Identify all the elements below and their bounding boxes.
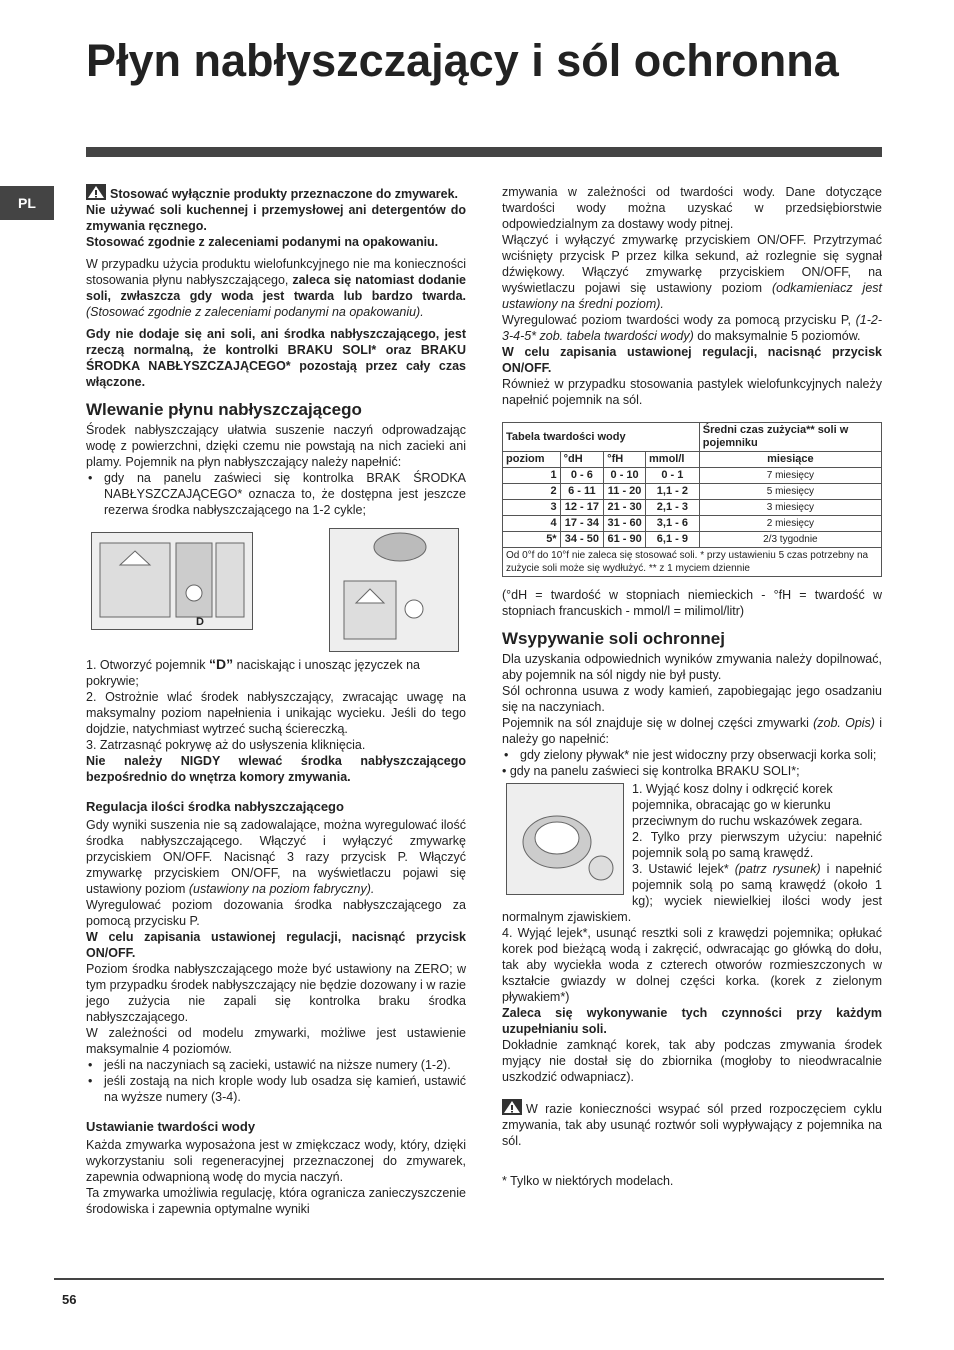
step-1 — [86, 656, 466, 689]
hardness-continued: zmywania w zależności od twardości wody. Dane dotyczące twardości wody można uzyskać w przedsiębiorstwie odpowiedzialnym za dostawy wody pitnej. — [502, 185, 882, 231]
step-3-italic: (patrz rysunek) — [734, 862, 821, 876]
salt-warning-text: W razie konieczności wsypać sól przed rozpoczęciem cyklu zmywania, tak aby usunąć roztwór soli wypływający z pojemnika na sól. — [502, 1102, 882, 1148]
adjust-text: Wyregulować poziom twardości wody za pomocą przycisku P, — [502, 313, 852, 327]
salt-recommendation: Zaleca się wykonywanie tych czynności przy każdym uzupełnianiu soli. — [502, 1006, 882, 1036]
table-row — [503, 484, 882, 500]
salt-step-2: 2. Tylko przy pierwszym użyciu: napełnić pojemnik solą po samą krawędź. — [632, 830, 882, 860]
multifunction-paragraph — [86, 256, 466, 320]
heading-salt: Wsypywanie soli ochronnej — [502, 629, 725, 648]
multi-bold: zaleca się natomiast dodanie soli, zwłaszcza gdy woda jest twarda lub bardzo twarda. — [86, 273, 466, 303]
warning-line-3: Stosować zgodnie z zaleceniami podanymi na opakowaniu. — [86, 235, 439, 249]
table-note: Od 0°f do 10°f nie zaleca się stosować soli. * przy ustawieniu 5 czas potrzebny na zużycie soli może się wydłużyć. ** z 1 myciem dziennie — [503, 548, 882, 577]
table-cell: 0 - 10 — [604, 468, 646, 484]
table-row — [503, 468, 882, 484]
footnote: * Tylko w niektórych modelach. — [502, 1174, 674, 1188]
hardness-adjust — [502, 312, 882, 344]
units-note: (°dH = twardość w stopniach niemieckich - °fH = twardość w stopniach francuskich - mmol/l = milimol/litr) — [502, 588, 882, 618]
step-3-rest: i napełnić pojemnik solą po samą krawędź (około 1 kg); wyciek niewielkiej ilości wody jest normalnym zjawiskiem. — [502, 862, 882, 924]
multi-text: W przypadku użycia produktu wielofunkcyjnego nie ma konieczności stosowania płynu nabłyszczającego, — [86, 257, 466, 287]
hardness-procedure — [502, 232, 882, 312]
table-cell: 3,1 - 6 — [646, 516, 700, 532]
warning-icon — [86, 184, 106, 200]
salt-3-rest: i należy go napełnić: — [502, 716, 882, 746]
col-header: poziom — [503, 452, 561, 468]
step-2: 2. Ostrożnie wlać środek nabłyszczający, zwracając uwagę na maksymalny poziom napełnienia i unikając wycieku. Jeśli do tego dojdzie, natychmiast wytrzeć suchą ściereczką. — [86, 690, 466, 736]
salt-step-1: 1. Wyjąć kosz dolny i odkręcić korek pojemnika, obracając go w kierunku przeciwnym do ruchu wskazówek zegara. — [632, 782, 863, 828]
save-setting-note: W celu zapisania ustawionej regulacji, nacisnąć przycisk ON/OFF. — [502, 345, 882, 375]
table-cell: 5* — [503, 532, 561, 548]
salt-3-italic: (zob. Opis) — [813, 716, 875, 730]
salt-steps — [502, 781, 882, 925]
warning-intro — [86, 184, 466, 202]
table-cell: 2 miesięcy — [699, 516, 881, 532]
step-3-text: 3. Ustawić lejek* — [632, 862, 729, 876]
dispenser-figure — [91, 532, 253, 630]
table-cell: 5 miesięcy — [699, 484, 881, 500]
pouring-drawing — [330, 529, 458, 651]
reg-1-italic: (ustawiony na poziom fabryczny). — [188, 882, 375, 896]
table-cell: 21 - 30 — [604, 500, 646, 516]
page-title: Płyn nabłyszczający i sól ochronna — [86, 35, 839, 86]
right-column — [502, 184, 882, 1189]
salt-funnel-figure — [506, 783, 624, 895]
table-cell: 4 — [503, 516, 561, 532]
dispenser-drawing — [92, 533, 252, 629]
salt-funnel-drawing — [507, 784, 623, 894]
procedure-text: Włączyć i wyłączyć zmywarkę przyciskiem ON/OFF. Przytrzymać wciśnięty przycisk P przez kilka sekund, aż rozlegnie się sygnał dźwiękowy. Włączyć zmywarkę przyciskiem ON/OFF, na wyświetlaczu pojawi się ustawiony poziom — [502, 233, 882, 295]
table-cell: 7 miesięcy — [699, 468, 881, 484]
adjust-italic: (1-2-3-4-5* zob. tabela twardości wody) — [502, 313, 882, 343]
no-salt-note: Gdy nie dodaje się ani soli, ani środka nabłyszczającego, jest rzeczą normalną, że kontrolki BRAKU SOLI* oraz BRAKU ŚRODKA NABŁYSZCZAJĄCEGO* pozostają przez cały czas włączone. — [86, 327, 466, 389]
table-cell: 17 - 34 — [560, 516, 604, 532]
salt-paragraph-2: Sól ochronna usuwa z wody kamień, zapobiegając jego osadzaniu się na naczyniach. — [502, 684, 882, 714]
footer-rule — [54, 1278, 884, 1280]
salt-paragraph-3 — [502, 715, 882, 747]
table-row — [503, 532, 882, 548]
table-cell: 6,1 - 9 — [646, 532, 700, 548]
col-header: mmol/l — [646, 452, 700, 468]
table-cell: 34 - 50 — [560, 532, 604, 548]
table-cell: 2/3 tygodnie — [699, 532, 881, 548]
reg-paragraph-5: W zależności od modelu zmywarki, możliwe jest ustawienie maksymalnie 4 poziomów. — [86, 1026, 466, 1056]
table-cell: 11 - 20 — [604, 484, 646, 500]
rinse-intro: Środek nabłyszczający ułatwia suszenie naczyń odprowadzając wodę z powierzchni, dzięki czemu nie powstają na nich zacieki ani plamy. Pojemnik na płyn nabłyszczający należy napełnić: — [86, 423, 466, 469]
table-cell: 3 miesięcy — [699, 500, 881, 516]
adjust-rest: do maksymalnie 5 poziomów. — [697, 329, 861, 343]
table-row — [503, 500, 882, 516]
reg-paragraph-1 — [86, 817, 466, 897]
table-cell: 61 - 90 — [604, 532, 646, 548]
step-3: 3. Zatrzasnąć pokrywę aż do usłyszenia kliknięcia. — [86, 738, 366, 752]
procedure-italic: (odkamieniacz jest ustawiony na średni poziom). — [502, 281, 882, 311]
hardness-paragraph-1: Każda zmywarka wyposażona jest w zmiękczacz wody, który, dzięki wykorzystaniu soli regeneracyjnej przeznaczonej do zmywarek, zapewnia odwapnioną wodę do mycia naczyń. — [86, 1138, 466, 1184]
figure-label-d: D — [196, 616, 204, 628]
rinse-figures — [86, 528, 466, 650]
table-row — [503, 516, 882, 532]
salt-paragraph-1: Dla uzyskania odpowiednich wyników zmywania należy dopilnować, aby pojemnik na sól nigdy nie był pusty. — [502, 652, 882, 682]
heading-rinse-aid: Wlewanie płynu nabłyszczającego — [86, 400, 362, 419]
table-cell: 6 - 11 — [560, 484, 604, 500]
table-cell: 0 - 1 — [646, 468, 700, 484]
hardness-paragraph-2: Ta zmywarka umożliwia regulację, która ogranicza zanieczyszczenie środowiska i zapewnia optymalne wyniki — [86, 1186, 466, 1216]
table-cell: 31 - 60 — [604, 516, 646, 532]
reg-bullet-1: • jeśli na naczyniach są zacieki, ustawić na niższe numery (1-2). — [86, 1057, 466, 1073]
salt-warning — [502, 1099, 882, 1149]
table-avg-header: Średni czas zużycia** soli w pojemniku — [699, 423, 881, 452]
warning-icon — [502, 1099, 522, 1115]
rinse-bullet: • gdy na panelu zaświeci się kontrolka BRAK ŚRODKA NABŁYSZCZAJĄCEGO* oznacza to, że dostępna jest jeszcze rezerwa środka nabłyszczającego na 1-2 cykle; — [86, 470, 466, 518]
left-column — [86, 184, 466, 1217]
warning-line-2: Nie używać soli kuchennej i przemysłowej ani detergentów do zmywania ręcznego. — [86, 203, 466, 233]
pouring-figure — [329, 528, 459, 652]
step-1-rest: naciskając i unosząc języczek na pokrywie; — [86, 658, 421, 688]
reg-paragraph-4: Poziom środka nabłyszczającego może być ustawiony na ZERO; w tym przypadku środek nabłyszczający nie będzie dozowany i w razie jego zużycia nie zapali się kontrolka braku środka nabłyszczającego. — [86, 962, 466, 1024]
salt-bullet-1: • gdy zielony pływak* nie jest widoczny przy obserwacji korka soli; — [502, 747, 882, 763]
step-1-d: “D” — [208, 656, 234, 672]
heading-hardness: Ustawianie twardości wody — [86, 1119, 256, 1134]
reg-paragraph-2: Wyregulować poziom dozowania środka nabłyszczającego za pomocą przycisku P. — [86, 898, 466, 928]
table-cell: 2,1 - 3 — [646, 500, 700, 516]
warning-text: Stosować wyłącznie produkty przeznaczone do zmywarek. — [110, 187, 459, 201]
salt-3-text: Pojemnik na sól znajduje się w dolnej części zmywarki — [502, 716, 809, 730]
heading-regulation: Regulacja ilości środka nabłyszczającego — [86, 799, 344, 814]
salt-close-cap: Dokładnie zamknąć korek, tak aby podczas zmywania środek myjący nie dostał się do zbiornika (mogłoby to nieodwracalnie uszkodzić odwapniacz). — [502, 1038, 882, 1084]
table-cell: 2 — [503, 484, 561, 500]
step-1-text: 1. Otworzyć pojemnik — [86, 658, 206, 672]
col-header: °fH — [604, 452, 646, 468]
table-cell: 0 - 6 — [560, 468, 604, 484]
table-cell: 1,1 - 2 — [646, 484, 700, 500]
title-rule — [86, 147, 882, 157]
multi-italic: (Stosować zgodnie z zaleceniami podanymi na opakowaniu). — [86, 305, 424, 319]
table-cell: 12 - 17 — [560, 500, 604, 516]
hardness-table — [502, 422, 882, 577]
reg-bullet-2: • jeśli zostają na nich krople wody lub osadza się kamień, ustawić na wyższe numery (3-4). — [86, 1073, 466, 1105]
col-header: miesiące — [699, 452, 881, 468]
table-cell: 1 — [503, 468, 561, 484]
col-header: °dH — [560, 452, 604, 468]
reg-paragraph-3: W celu zapisania ustawionej regulacji, nacisnąć przycisk ON/OFF. — [86, 930, 466, 960]
salt-step-4: 4. Wyjąć lejek*, usunąć resztki soli z krawędzi pojemnika; opłukać korek pod bieżącą wodą i zakręcić, odwracając go główką do dołu, tak aby wyciekła woda z czterech otworów rozmieszczonych w kształcie gwiazdy w dolnej części korka. (korek z zielonym pływakiem*) — [502, 926, 882, 1004]
tablets-note: Również w przypadku stosowania pastylek wielofunkcyjnych należy napełnić pojemnik na sól. — [502, 377, 882, 407]
table-title: Tabela twardości wody — [503, 423, 700, 452]
page-number: 56 — [62, 1292, 77, 1307]
language-tab: PL — [0, 186, 54, 220]
reg-1-text: Gdy wyniki suszenia nie są zadowalające, można wyregulować ilość środka nabłyszczającego. Włączyć i wyłączyć zmywarkę przyciskiem ON/OFF. Nacisnąć 3 razy przycisk P. Włączyć zmywarkę przyciskiem ON/OFF, na wyświetlaczu pojawi się ustawiony poziom — [86, 818, 466, 896]
never-warning: Nie należy NIGDY wlewać środka nabłyszczającego bezpośrednio do wnętrza komory zmywania. — [86, 754, 466, 784]
salt-bullet-2: • gdy na panelu zaświeci się kontrolka BRAKU SOLI*; — [502, 764, 800, 778]
table-cell: 3 — [503, 500, 561, 516]
